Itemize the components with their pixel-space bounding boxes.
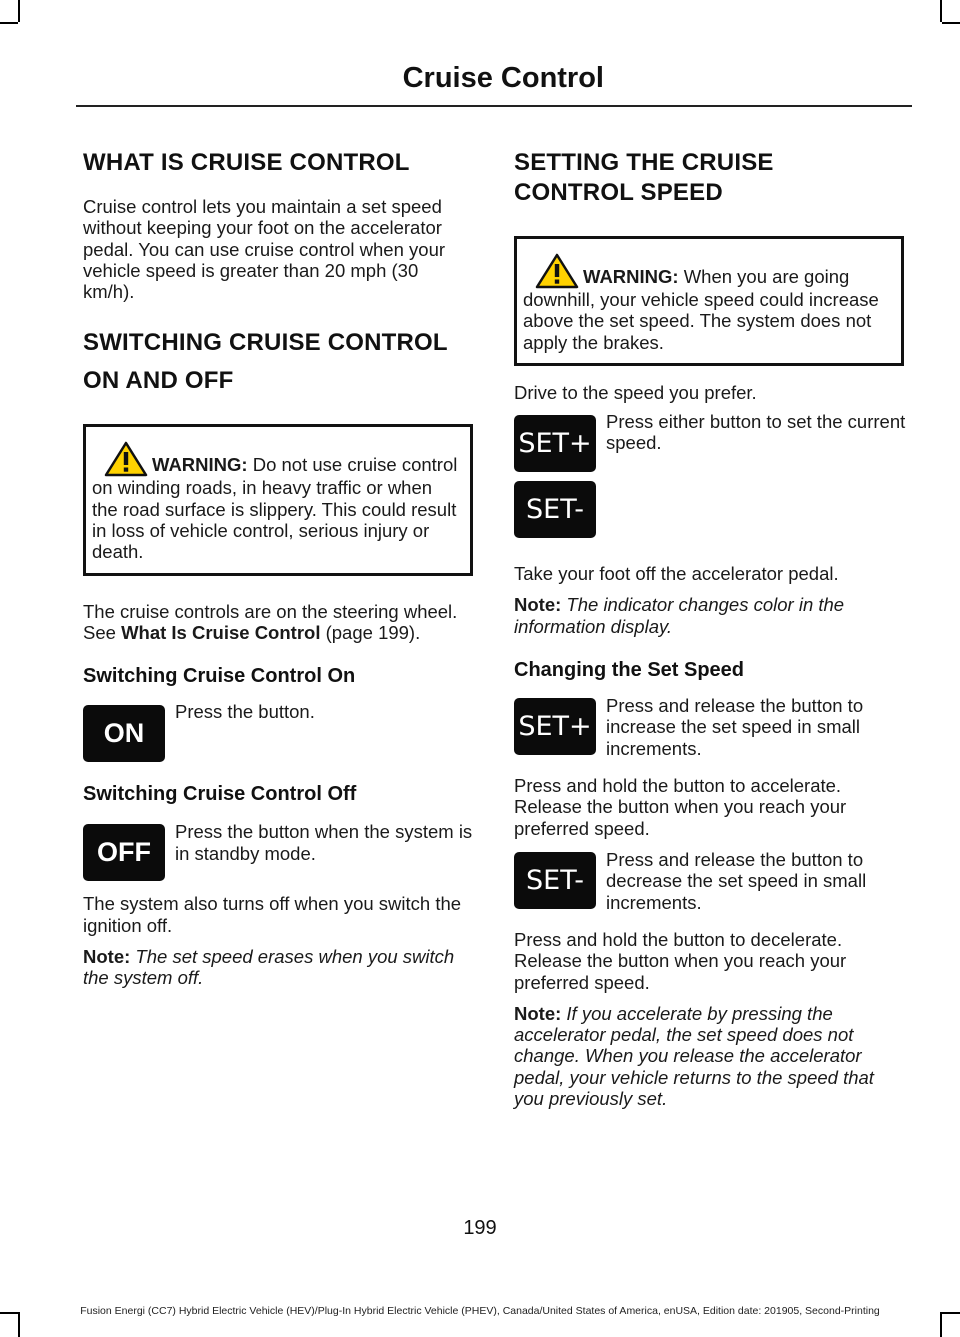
page-number: 199 <box>463 1217 497 1239</box>
note-label: Note: <box>514 1002 562 1024</box>
crop-mark <box>942 22 960 24</box>
heading-setting-line2: CONTROL SPEED <box>514 179 723 206</box>
off-button-row <box>83 821 473 901</box>
on-instruction: Press the button. <box>175 701 315 723</box>
controls-text-b: (page 199). <box>320 621 421 643</box>
note-text: The set speed erases when you switch the system off. <box>83 945 455 989</box>
right-column <box>514 148 904 1109</box>
off-instruction: Press the button when the system is in standby mode. <box>175 821 473 864</box>
note-text: If you accelerate by pressing the accelerator pedal, the set speed does not change. When you release the accelerator pedal, your vehicle returns to the speed that you previously set. <box>514 1002 874 1110</box>
paragraph-foot-off: Take your foot off the accelerator pedal. <box>514 563 839 585</box>
paragraph-hold-decelerate: Press and hold the button to decelerate. Release the button when you reach your preferred speed. <box>514 928 847 993</box>
off-button-icon: OFF <box>83 824 165 881</box>
increase-row <box>514 695 904 775</box>
warning-text: When you are going downhill, your vehicle speed could increase above the set speed. The system does not apply the brakes. <box>523 266 879 353</box>
increase-instruction: Press and release the button to increase the set speed in small increments. <box>606 695 864 759</box>
paragraph-controls <box>83 601 473 644</box>
page-header-title: Cruise Control <box>402 62 604 94</box>
paragraph-ignition: The system also turns off when you switch the ignition off. <box>83 893 462 936</box>
heading-setting-line1: SETTING THE CRUISE <box>514 149 774 176</box>
heading-changing-set-speed: Changing the Set Speed <box>514 659 745 682</box>
heading-switching <box>83 328 473 396</box>
set-buttons-row <box>514 411 904 561</box>
on-button-row <box>83 701 473 781</box>
warning-label: WARNING: <box>583 266 679 287</box>
decrease-instruction: Press and release the button to decrease the set speed in small increments. <box>606 848 867 913</box>
warning-triangle-icon <box>104 441 148 477</box>
note-text: The indicator changes color in the information display. <box>514 594 845 637</box>
heading-what-is-cruise-control: WHAT IS CRUISE CONTROL <box>83 149 410 176</box>
paragraph-what-is: Cruise control lets you maintain a set speed without keeping your foot on the accelerator pedal. You can use cruise control when your vehicle speed is greater than 20 mph (30 km/h). <box>83 196 446 303</box>
link-what-is-cruise-control[interactable]: What Is Cruise Control <box>121 621 321 643</box>
paragraph-drive: Drive to the speed you prefer. <box>514 381 757 403</box>
paragraph-hold-accelerate: Press and hold the button to accelerate. Release the button when you reach your preferred speed. <box>514 775 847 839</box>
note-label: Note: <box>514 594 562 616</box>
heading-switching-line1: SWITCHING CRUISE CONTROL <box>83 329 448 357</box>
note-set-speed-erases <box>83 946 473 989</box>
heading-setting-speed <box>514 148 904 208</box>
decrease-row <box>514 849 904 929</box>
warning-label: WARNING: <box>152 454 248 476</box>
warning-triangle-icon <box>535 253 579 289</box>
warning-text: Do not use cruise control on winding roads, in heavy traffic or when the road surface is slippery. This could result in loss of vehicle control, serious injury or death. <box>92 454 458 563</box>
note-indicator <box>514 594 904 637</box>
crop-mark <box>0 22 18 24</box>
heading-switching-line2: ON AND OFF <box>83 367 234 395</box>
warning-box-downhill <box>514 236 904 366</box>
set-plus-button-icon: SET+ <box>514 415 596 472</box>
heading-switching-on: Switching Cruise Control On <box>83 665 356 688</box>
page-footer: Fusion Energi (CC7) Hybrid Electric Vehicle (HEV)/Plug-In Hybrid Electric Vehicle (PHEV), Canada/United States of America, enUSA, Edition date: 201905, Second-Printing <box>80 1305 880 1317</box>
set-minus-button-icon: SET- <box>514 852 596 909</box>
warning-box <box>83 424 473 575</box>
crop-mark <box>940 0 942 22</box>
heading-switching-off: Switching Cruise Control Off <box>83 783 357 806</box>
note-accelerate-pedal <box>514 1003 904 1109</box>
on-button-icon: ON <box>83 705 165 762</box>
note-label: Note: <box>83 945 131 967</box>
controls-text-a: The cruise controls are on the steering wheel. See <box>83 600 458 643</box>
set-minus-button-icon: SET- <box>514 481 596 538</box>
header-divider <box>76 105 912 107</box>
left-column <box>83 148 473 988</box>
set-instruction: Press either button to set the current speed. <box>606 411 906 454</box>
set-plus-button-icon: SET+ <box>514 698 596 755</box>
crop-mark <box>18 0 20 22</box>
